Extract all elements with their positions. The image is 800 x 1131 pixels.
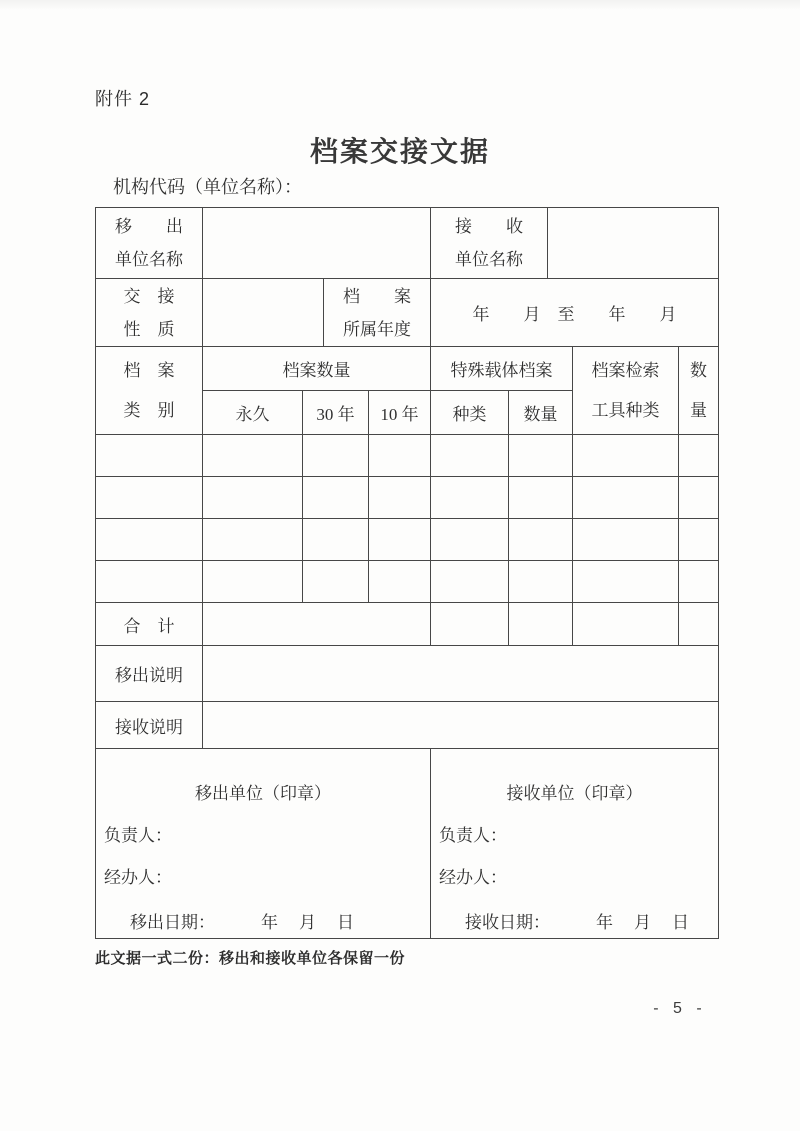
col-header-count: 数量 (509, 391, 573, 435)
table-row (96, 435, 719, 477)
col-header-10y: 10 年 (369, 391, 431, 435)
receive-handler-label: 经办人： (439, 868, 507, 887)
move-out-seal-title: 移出单位（印章） (195, 784, 331, 803)
move-out-date-line (96, 908, 430, 933)
total-retrieval-value (573, 603, 679, 646)
data-cell (509, 435, 573, 477)
data-cell (679, 435, 719, 477)
data-cell (203, 477, 303, 519)
data-cell (431, 477, 509, 519)
data-cell (203, 561, 303, 603)
move-out-note-value (203, 646, 719, 702)
col-header-count-last: 数 量 (679, 347, 719, 435)
total-last-value (679, 603, 719, 646)
receive-note-value (203, 702, 719, 749)
col-header-kind: 种类 (431, 391, 509, 435)
move-out-unit-value (203, 208, 431, 279)
col-header-retrieval-tool: 档案检索 工具种类 (573, 347, 679, 435)
data-cell (431, 519, 509, 561)
total-count-value (509, 603, 573, 646)
total-kind-value (431, 603, 509, 646)
data-cell (369, 435, 431, 477)
move-out-manager-label: 负责人： (104, 826, 172, 845)
data-cell (573, 435, 679, 477)
signature-row (96, 749, 719, 939)
move-out-date-units: 年 月 日 (261, 913, 356, 932)
total-merged-value (203, 603, 431, 646)
data-cell (573, 519, 679, 561)
col-header-category: 档 案 类 别 (96, 347, 203, 435)
scan-edge (0, 0, 800, 10)
data-cell (303, 519, 369, 561)
move-out-note-label: 移出说明 (96, 646, 203, 702)
receive-date-units: 年 月 日 (596, 913, 691, 932)
org-code-label: 机构代码（单位名称）： (113, 177, 302, 197)
data-cell (509, 519, 573, 561)
data-cell (96, 519, 203, 561)
data-cell (96, 435, 203, 477)
data-cell (203, 435, 303, 477)
copies-footnote: 此文据一式二份：移出和接收单位各保留一份 (95, 951, 406, 967)
nature-year-row (96, 279, 719, 347)
receive-unit-value (548, 208, 719, 279)
data-cell (369, 561, 431, 603)
col-header-30y: 30 年 (303, 391, 369, 435)
total-label: 合 计 (96, 603, 203, 646)
page-number: - 5 - (653, 1000, 707, 1017)
receive-seal-title: 接收单位（印章） (506, 784, 643, 803)
move-out-signature-cell (96, 749, 431, 939)
data-cell (679, 477, 719, 519)
table-row (96, 561, 719, 603)
data-cell (431, 561, 509, 603)
data-cell (96, 561, 203, 603)
table-row (96, 477, 719, 519)
col-header-special-group: 特殊载体档案 (431, 347, 573, 391)
move-out-unit-label: 移 出 单位名称 (96, 208, 203, 279)
archive-year-label: 档 案 所属年度 (324, 279, 431, 347)
archive-year-range: 年 月 至 年 月 (431, 279, 719, 347)
receive-signature-cell (431, 749, 719, 939)
move-out-handler-label: 经办人： (104, 868, 172, 887)
data-cell (303, 561, 369, 603)
handover-nature-label: 交 接 性 质 (96, 279, 203, 347)
receive-date-line (431, 908, 718, 933)
data-cell (303, 435, 369, 477)
data-cell (573, 477, 679, 519)
data-cell (303, 477, 369, 519)
attachment-label: 附件 2 (95, 89, 151, 109)
handover-nature-value (203, 279, 324, 347)
handover-form-table (95, 207, 719, 939)
col-header-quantity-group: 档案数量 (203, 347, 431, 391)
data-cell (431, 435, 509, 477)
receive-note-label: 接收说明 (96, 702, 203, 749)
move-out-date-label: 移出日期： (130, 913, 215, 932)
data-cell (369, 477, 431, 519)
data-cell (96, 477, 203, 519)
total-row (96, 603, 719, 646)
header-row-1 (96, 347, 719, 391)
col-header-permanent: 永久 (203, 391, 303, 435)
receive-unit-label: 接 收 单位名称 (431, 208, 548, 279)
receive-date-label: 接收日期： (465, 913, 550, 932)
data-cell (203, 519, 303, 561)
data-cell (509, 477, 573, 519)
data-cell (573, 561, 679, 603)
data-cell (679, 519, 719, 561)
receive-manager-label: 负责人： (439, 826, 507, 845)
page-title: 档案交接文据 (309, 137, 490, 168)
move-out-note-row (96, 646, 719, 702)
table-row (96, 519, 719, 561)
data-cell (679, 561, 719, 603)
unit-name-row (96, 208, 719, 279)
data-cell (369, 519, 431, 561)
data-cell (509, 561, 573, 603)
receive-note-row (96, 702, 719, 749)
empty-data-rows (96, 435, 719, 603)
